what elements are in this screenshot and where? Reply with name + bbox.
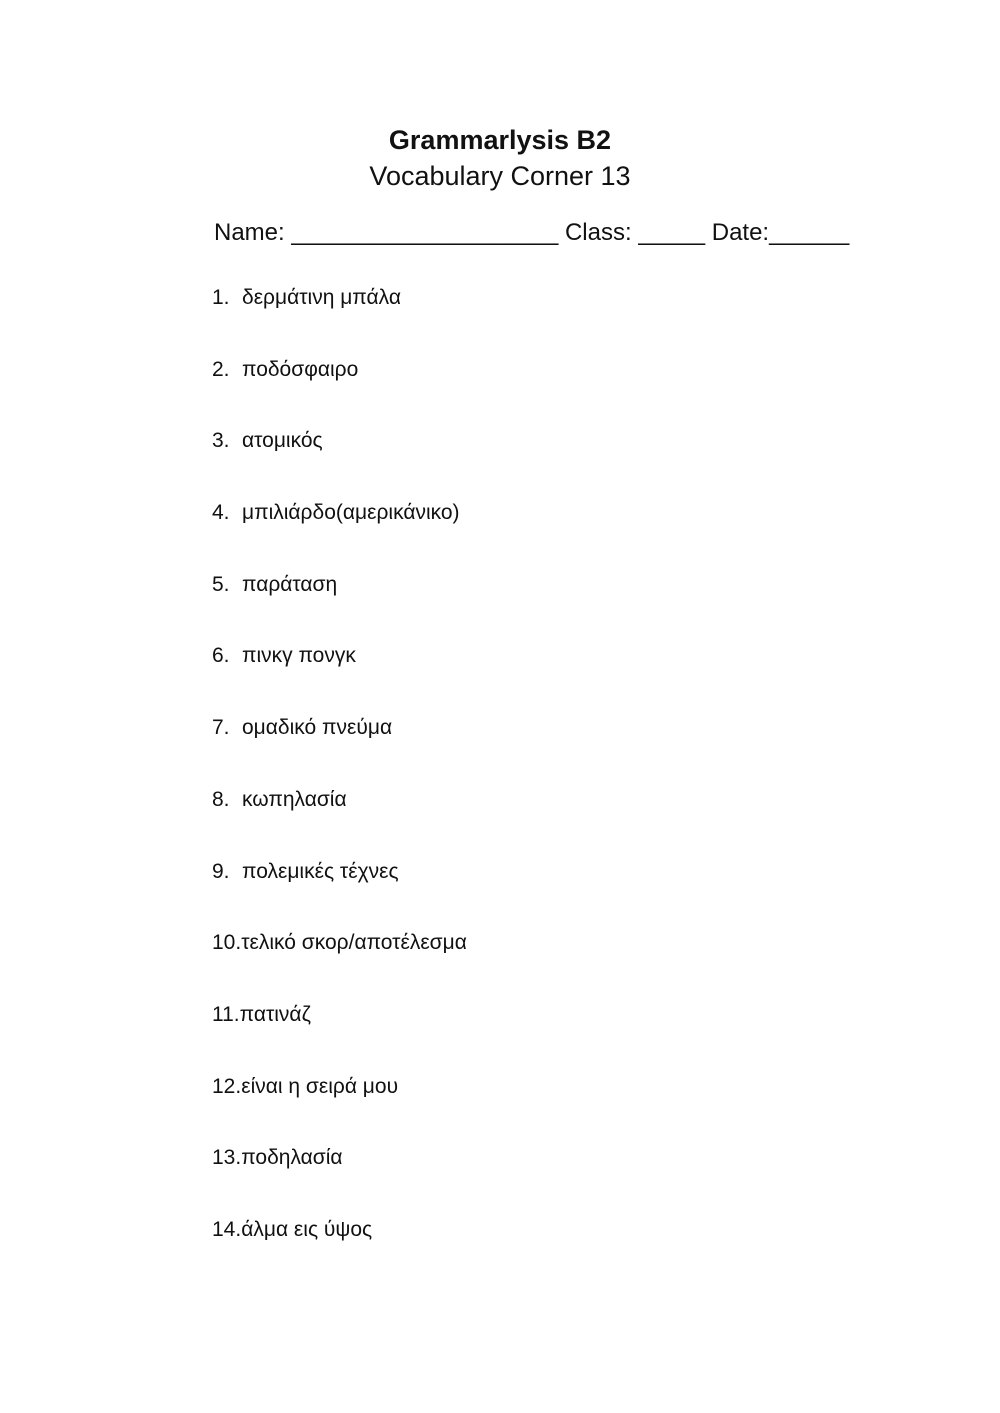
item-number: 12. (212, 1074, 242, 1098)
vocabulary-item (212, 1144, 467, 1216)
item-word: παράταση (242, 572, 338, 596)
vocabulary-item (212, 1073, 467, 1145)
item-word: μπιλιάρδο(αμερικάνικο) (242, 501, 460, 525)
item-word: πολεμικές τέχνες (242, 859, 399, 883)
item-word: ομαδικό πνεύμα (242, 716, 393, 740)
vocabulary-list (212, 284, 467, 1288)
item-word: δερμάτινη μπάλα (242, 286, 401, 309)
vocabulary-item (212, 1216, 467, 1288)
item-number: 2. (212, 357, 230, 381)
vocabulary-item (212, 714, 467, 786)
item-word: τελικό σκορ/αποτέλεσμα (241, 931, 467, 955)
vocabulary-item (212, 356, 467, 428)
item-number: 6. (212, 644, 230, 668)
item-word: άλμα εις ύψος (241, 1217, 373, 1241)
item-number: 14. (212, 1217, 242, 1241)
worksheet-subtitle: Vocabulary Corner 13 (369, 161, 631, 191)
item-word: πατινάζ (239, 1002, 311, 1026)
item-number: 10. (212, 931, 242, 955)
item-number: 9. (212, 859, 230, 883)
item-number: 4. (212, 501, 230, 525)
vocabulary-item (212, 642, 467, 714)
item-word: ποδηλασία (241, 1146, 343, 1170)
item-number: 5. (212, 572, 230, 596)
item-number: 7. (212, 716, 230, 740)
vocabulary-item (212, 929, 467, 1001)
vocabulary-item (212, 858, 467, 930)
vocabulary-item (212, 499, 467, 571)
item-number: 11. (212, 1002, 240, 1026)
item-word: ποδόσφαιρο (242, 357, 359, 381)
item-word: κωπηλασία (242, 787, 347, 811)
vocabulary-item (212, 1001, 467, 1073)
vocabulary-item (212, 571, 467, 643)
student-info-line: Name: ____________________ Class: _____ Date:______ (214, 219, 850, 246)
item-word: πινκγ πονγκ (242, 644, 356, 668)
item-word: είναι η σειρά μου (241, 1074, 399, 1098)
worksheet-title: Grammarlysis B2 (388, 125, 612, 155)
item-number: 8. (212, 787, 230, 811)
item-word: ατομικός (242, 429, 323, 453)
vocabulary-item (212, 786, 467, 858)
item-number: 1. (212, 286, 230, 309)
vocabulary-item (212, 427, 467, 499)
item-number: 13. (212, 1146, 242, 1170)
item-number: 3. (212, 429, 230, 453)
vocabulary-item (212, 284, 467, 356)
